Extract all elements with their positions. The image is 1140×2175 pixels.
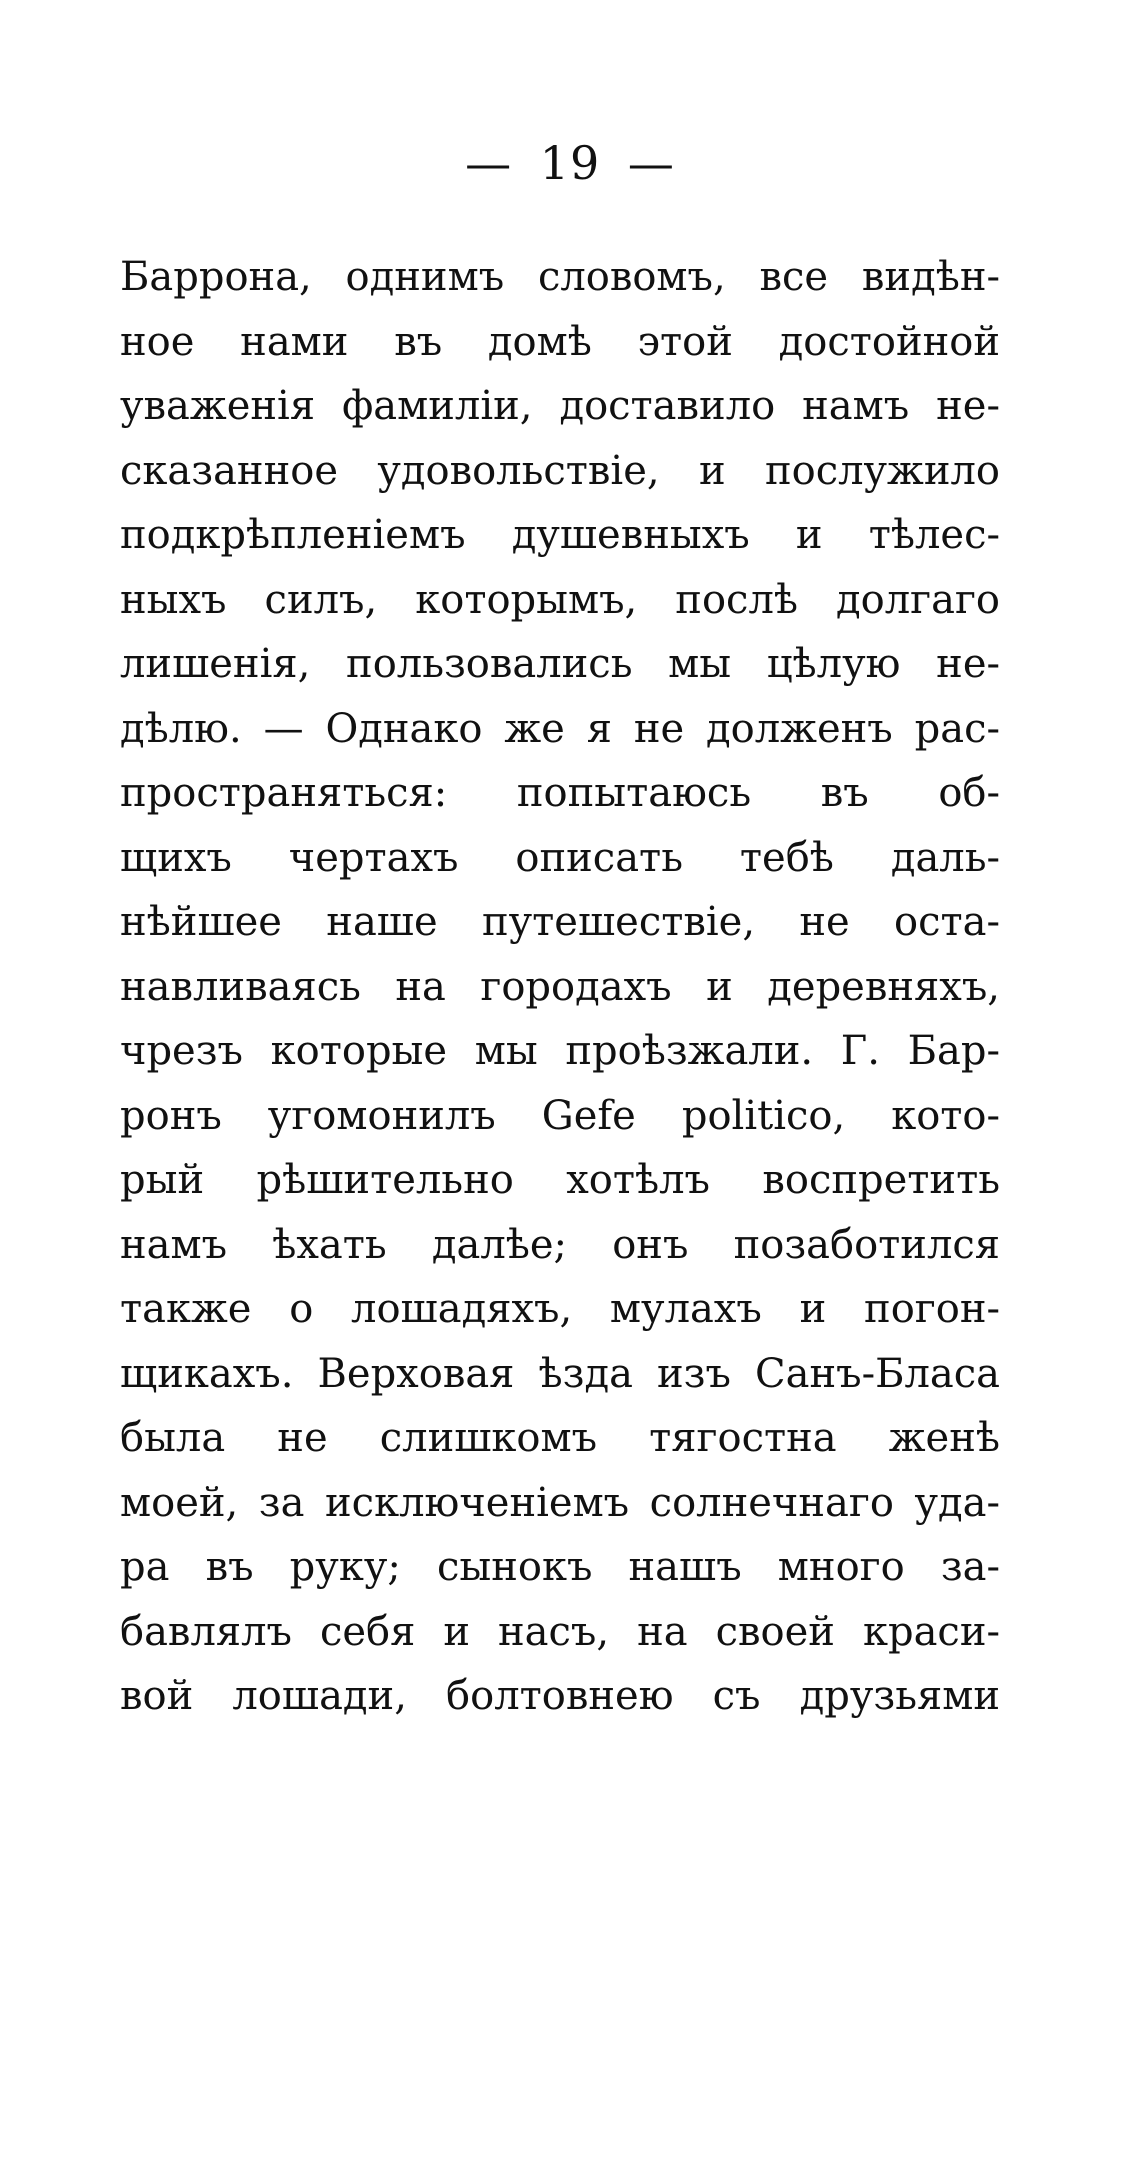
text-line: Баррона, однимъ словомъ, все видѣн- <box>120 254 1000 300</box>
text-line: ныхъ силъ, которымъ, послѣ долгаго <box>120 576 1000 623</box>
text-line: навливаясь на городахъ и деревняхъ, <box>120 963 1000 1010</box>
header-dash-right: — <box>627 136 675 190</box>
text-line: ронъ угомонилъ Gefe politico, кото- <box>120 1092 1000 1139</box>
text-line: уваженія фамиліи, доставило намъ не- <box>120 383 1000 429</box>
page-number: 19 <box>539 136 601 190</box>
text-line: пространяться: попытаюсь въ об- <box>120 770 1000 816</box>
text-line: была не слишкомъ тягостна женѣ <box>120 1415 1000 1461</box>
text-line: сказанное удовольствіе, и послужило <box>120 447 1000 494</box>
text-line: вой лошади, болтовнею съ друзьями <box>120 1673 1000 1719</box>
header-dash-left: — <box>465 136 513 190</box>
text-line: бавлялъ себя и насъ, на своей краси- <box>120 1608 1000 1655</box>
text-line: дѣлю. — Однако же я не долженъ рас- <box>120 705 1000 752</box>
text-line: чрезъ которые мы проѣзжали. Г. Бар- <box>120 1028 1000 1074</box>
text-line: ра въ руку; сынокъ нашъ много за- <box>120 1544 1000 1590</box>
text-line: рый рѣшительно хотѣлъ воспретить <box>120 1157 1000 1203</box>
text-line: лишенія, пользовались мы цѣлую не- <box>120 641 1000 687</box>
text-line: также о лошадяхъ, мулахъ и погон- <box>120 1286 1000 1332</box>
text-line: подкрѣпленіемъ душевныхъ и тѣлес- <box>120 512 1000 558</box>
body-text <box>120 245 1000 1729</box>
text-line: нѣйшее наше путешествіе, не оста- <box>120 899 1000 945</box>
text-line: намъ ѣхать далѣе; онъ позаботился <box>120 1221 1000 1268</box>
text-line: щикахъ. Верховая ѣзда изъ Санъ-Бласа <box>120 1350 1000 1397</box>
text-line: ное нами въ домѣ этой достойной <box>120 318 1000 365</box>
text-line: моей, за исключеніемъ солнечнаго уда- <box>120 1479 1000 1526</box>
text-line: щихъ чертахъ описать тебѣ даль- <box>120 834 1000 881</box>
page-header <box>0 133 1140 193</box>
